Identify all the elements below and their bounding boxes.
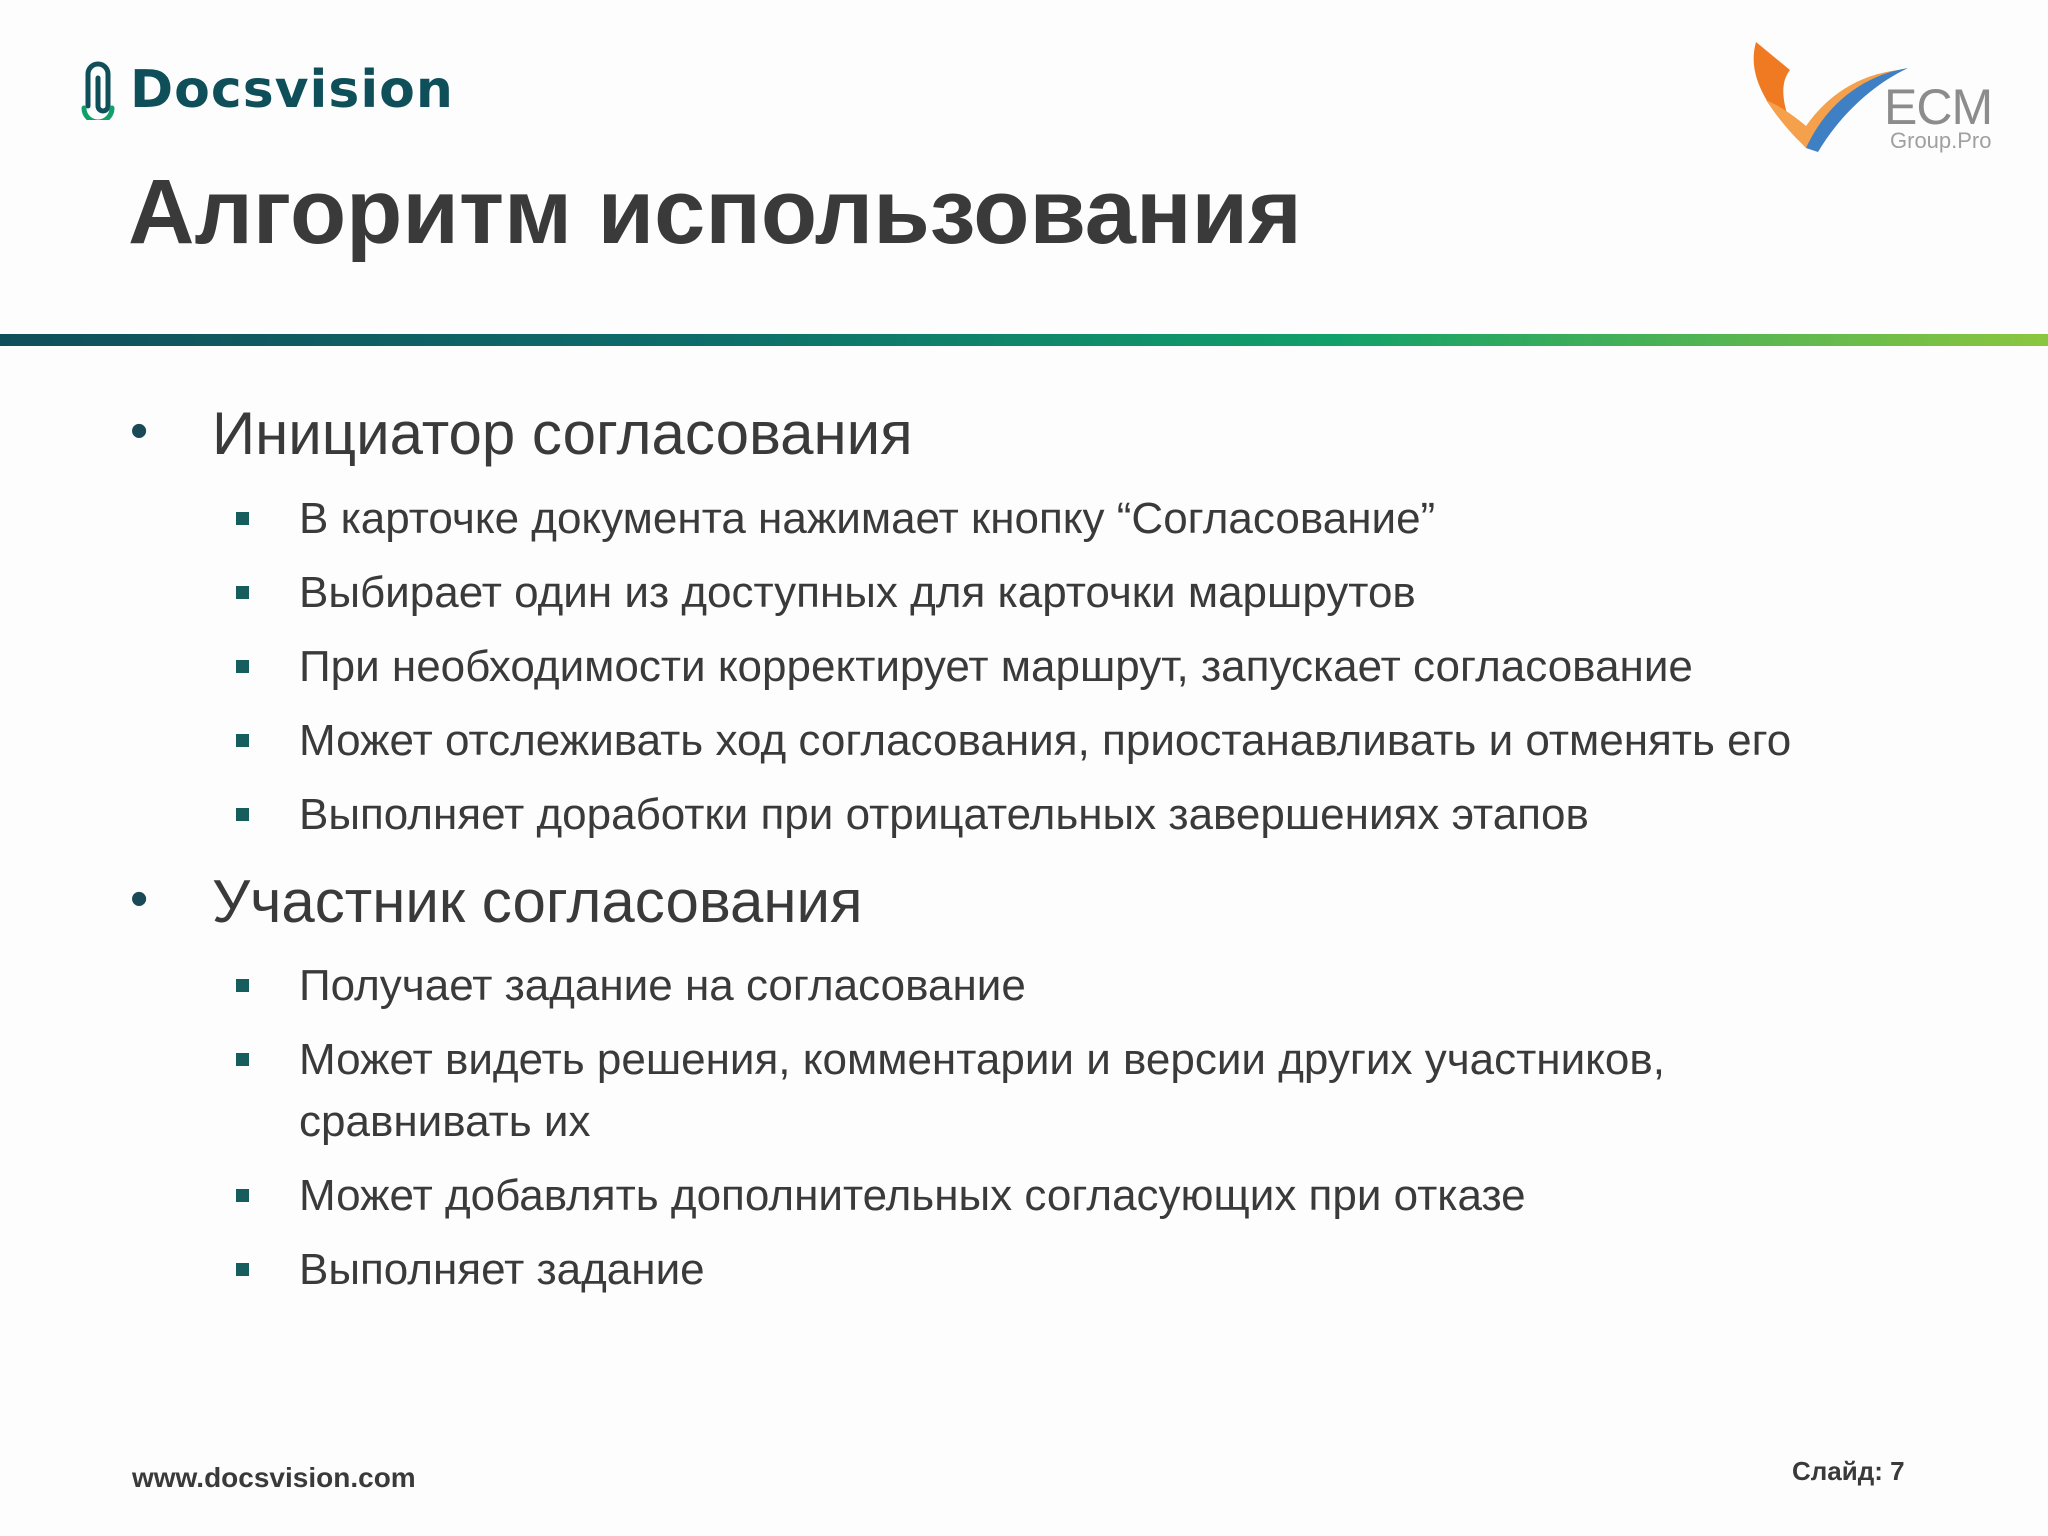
- list-item-text: Может отслеживать ход согласования, приостанавливать и отменять его: [299, 716, 1792, 765]
- list-item: [236, 636, 1936, 698]
- section-heading-text: Участник согласования: [212, 868, 863, 935]
- bullet-square: [236, 586, 249, 599]
- bullet-square: [236, 979, 249, 992]
- list-item-text: Выполняет доработки при отрицательных завершениях этапов: [299, 790, 1589, 839]
- list-item: [236, 488, 1936, 550]
- bullet-square: [236, 1053, 249, 1066]
- list-item-text: Выполняет задание: [299, 1245, 705, 1294]
- list-item: [236, 1029, 1816, 1153]
- bullet-square: [236, 1189, 249, 1202]
- page-title: Алгоритм использования: [128, 161, 1302, 263]
- list-item-text: Может видеть решения, комментарии и версии других участников, сравнивать их: [299, 1035, 1665, 1146]
- list-item-text: Получает задание на согласование: [299, 961, 1026, 1010]
- list-item-text: При необходимости корректирует маршрут, запускает согласование: [299, 642, 1693, 691]
- footer-url: www.docsvision.com: [132, 1462, 416, 1493]
- list-item-text: Может добавлять дополнительных согласующих при отказе: [299, 1171, 1526, 1220]
- list-item: [236, 1165, 1936, 1227]
- section-heading-text: Инициатор согласования: [212, 400, 913, 467]
- bullet-square: [236, 512, 249, 525]
- bullet-square: [236, 734, 249, 747]
- paperclip-icon: [80, 60, 116, 120]
- list-item: [236, 955, 1936, 1017]
- ecm-logo-subtitle: Group.Pro: [1890, 128, 1992, 153]
- list-item-text: В карточке документа нажимает кнопку “Согласование”: [299, 494, 1436, 543]
- bullet-dot: •: [130, 870, 149, 928]
- brand-name: Docsvision: [130, 60, 454, 120]
- bullet-square: [236, 660, 249, 673]
- slide-number: Слайд: 7: [1792, 1456, 1905, 1486]
- list-item: [236, 784, 1936, 846]
- bullet-dot: •: [130, 402, 149, 460]
- list-item: [236, 1239, 1936, 1301]
- section-heading: [130, 866, 863, 938]
- list-item: [236, 710, 1936, 772]
- list-item: [236, 562, 1936, 624]
- bullet-square: [236, 808, 249, 821]
- header-divider: [0, 334, 2048, 346]
- bullet-square: [236, 1263, 249, 1276]
- list-item-text: Выбирает один из доступных для карточки маршрутов: [299, 568, 1416, 617]
- docsvision-logo: [80, 58, 454, 122]
- ecm-logo-title: ECM: [1884, 79, 1993, 135]
- section-heading: [130, 398, 913, 470]
